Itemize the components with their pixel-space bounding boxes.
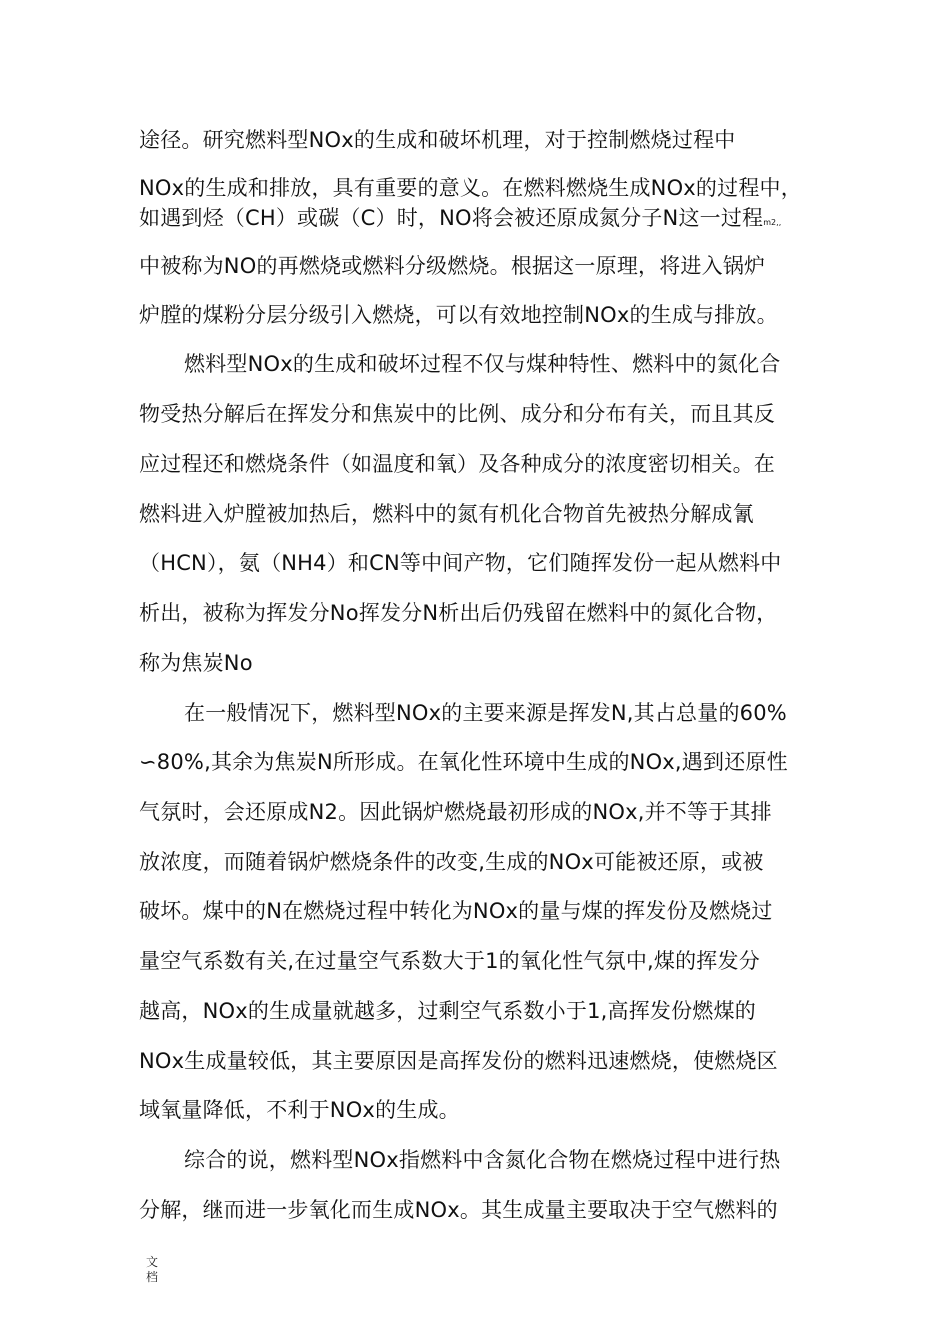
text-line-7: 物受热分解后在挥发分和焦炭中的比例、成分和分布有关，而且其反 [139,402,775,426]
text-line-22: 综合的说，燃料型NOx指燃料中含氮化合物在燃烧过程中进行热 [184,1148,781,1172]
text-line-23: 分解，继而进一步氧化而生成NOx。其生成量主要取决于空气燃料的 [139,1198,778,1222]
text-line-9: 燃料进入炉膛被加热后，燃料中的氮有机化合物首先被热分解成氰 [139,502,754,526]
text-line-16: 放浓度，而随着锅炉燃烧条件的改变,生成的NOx可能被还原，或被 [139,850,764,874]
text-line-2: NOx的生成和排放，具有重要的意义。在燃料燃烧生成NOx的过程中， [139,176,802,200]
text-line-5: 炉膛的煤粉分层分级引入燃烧，可以有效地控制NOx的生成与排放。 [139,303,778,327]
text-line-15: 气氛时，会还原成N2。因此锅炉燃烧最初形成的NOx,并不等于其排 [139,800,772,824]
text-line-17: 破坏。煤中的N在燃烧过程中转化为NOx的量与煤的挥发份及燃烧过 [139,899,773,923]
text-line-8: 应过程还和燃烧条件（如温度和氧）及各种成分的浓度密切相关。在 [139,452,775,476]
footer-char-1: 文 [146,1255,159,1269]
text-line-13: 在一般情况下，燃料型NOx的主要来源是挥发N,其占总量的60% [184,701,787,725]
footer-char-2: 档 [146,1270,159,1284]
text-line-18: 量空气系数有关,在过量空气系数大于1的氧化性气氛中,煤的挥发分 [139,949,760,973]
text-line-21: 域氧量降低，不利于NOx的生成。 [139,1098,460,1122]
text-line-6: 燃料型NOx的生成和破坏过程不仅与煤种特性、燃料中的氮化合 [184,352,781,376]
text-line-3-main: 如遇到烃（CH）或碳（C）时，NO将会被还原成氮分子N这一过程 [139,206,764,230]
text-line-20: NOx生成量较低，其主要原因是高挥发份的燃料迅速燃烧，使燃烧区 [139,1049,778,1073]
text-line-11: 析出，被称为挥发分No挥发分N析出后仍残留在燃料中的氮化合物， [139,601,778,625]
text-line-12: 称为焦炭No [139,651,253,675]
text-line-3 [139,203,781,238]
text-line-19: 越高，NOx的生成量就越多，过剩空气系数小于1,高挥发份燃煤的 [139,999,756,1023]
text-line-14: ∽80%,其余为焦炭N所形成。在氧化性环境中生成的NOx,遇到还原性 [139,750,788,774]
text-line-4: 中被称为NO的再燃烧或燃料分级燃烧。根据这一原理，将进入锅炉 [139,254,766,278]
inline-mark: m2,, [763,218,782,227]
footer-label [146,1255,160,1285]
text-line-1: 途径。研究燃料型NOx的生成和破坏机理，对于控制燃烧过程中 [139,128,736,152]
text-line-10: （HCN），氨（NH4）和CN等中间产物，它们随挥发份一起从燃料中 [139,551,782,575]
